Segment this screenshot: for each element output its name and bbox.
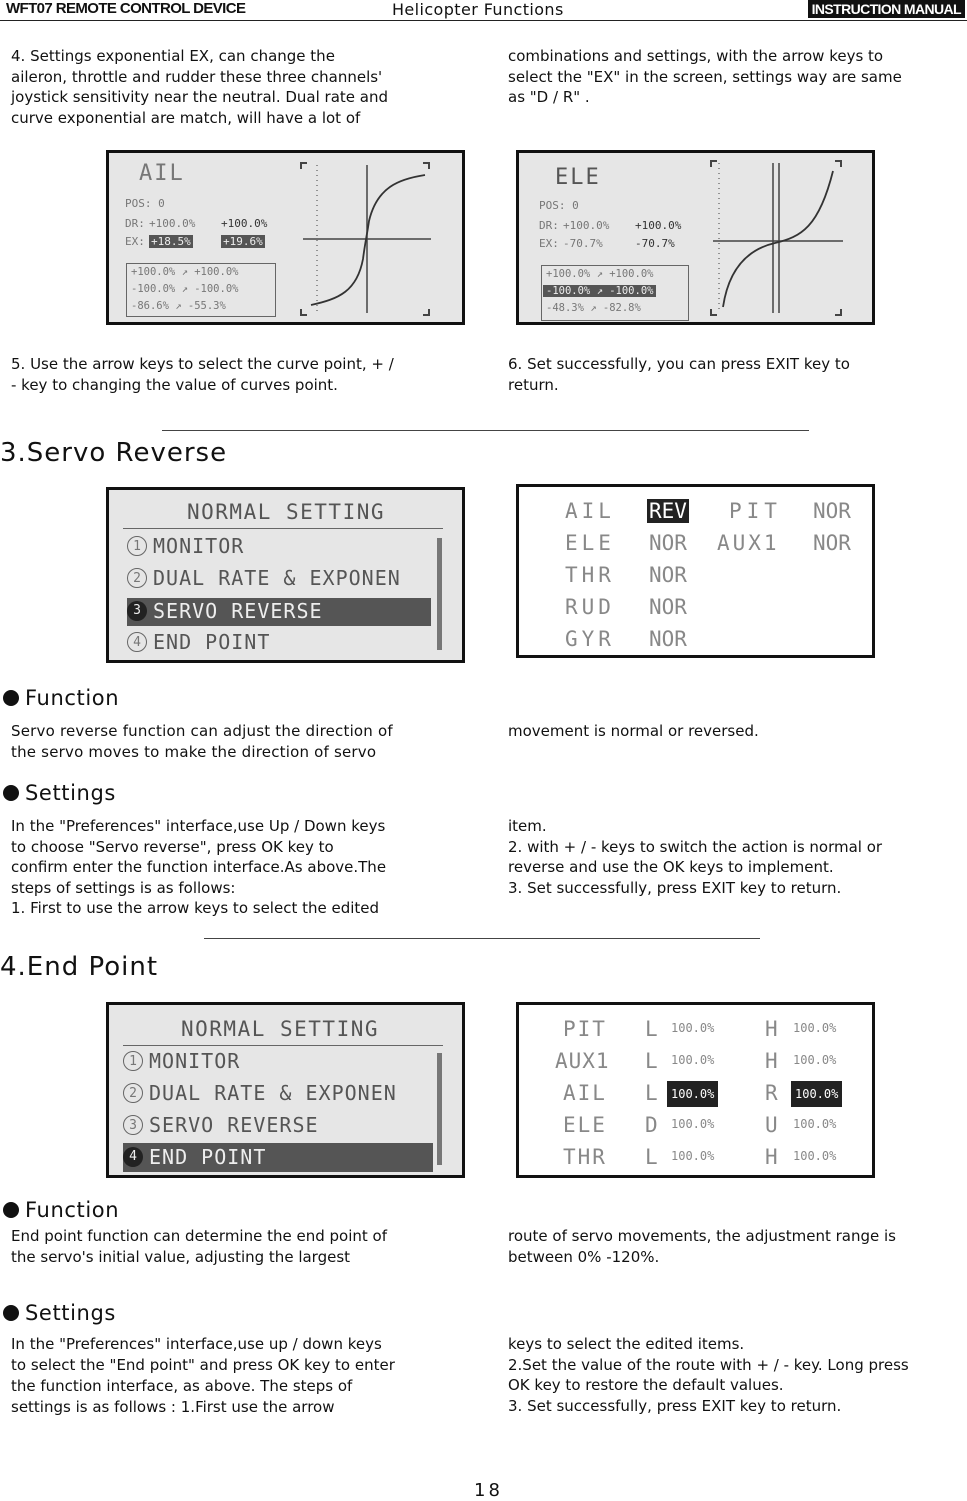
lcd-ele-dr1: +100.0% xyxy=(563,219,610,232)
header-manual-badge: INSTRUCTION MANUAL xyxy=(808,0,965,18)
channel-state-pit[interactable]: NOR xyxy=(813,499,851,523)
endpoint-low-label: D xyxy=(645,1113,658,1137)
page-number: 18 xyxy=(474,1480,503,1501)
channel-name-pit: PIT xyxy=(729,499,782,523)
endpoint-high-value[interactable]: 100.0% xyxy=(793,1117,837,1131)
servo-function-right: movement is normal or reversed. xyxy=(508,722,759,740)
menu-number-icon: 4 xyxy=(123,1147,143,1167)
menu-number-icon: 1 xyxy=(127,536,147,556)
menu-item-label: END POINT xyxy=(149,1145,267,1169)
menu-item-label: MONITOR xyxy=(153,534,245,558)
menu-number-icon: 2 xyxy=(127,568,147,588)
bullet-icon xyxy=(3,785,19,801)
endpoint-low-label: L xyxy=(645,1049,658,1073)
exp-step4-right: combinations and settings, with the arrow keys to select the "EX" in the screen, settings way are same as "D / R" . xyxy=(508,47,902,106)
lcd-ele-dr2: +100.0% xyxy=(635,219,682,232)
header-section-title: Helicopter Functions xyxy=(392,0,564,19)
lcd-ele-exponential xyxy=(516,150,875,325)
lcd-servo-channels xyxy=(516,484,875,658)
channel-name-gyr: GYR xyxy=(565,627,615,651)
lcd-ele-point2: -100.0% ↗ -100.0% xyxy=(543,285,656,297)
menu-item-label: END POINT xyxy=(153,630,271,654)
channel-state-gyr[interactable]: NOR xyxy=(649,627,687,651)
channel-state-aux1[interactable]: NOR xyxy=(813,531,851,555)
lcd-ele-ex1: -70.7% xyxy=(563,237,603,250)
servo-function-heading: Function xyxy=(0,686,119,710)
section-divider-endpoint xyxy=(204,938,760,939)
endpoint-high-value[interactable]: 100.0% xyxy=(793,1021,837,1035)
endpoint-settings-left: In the "Preferences" interface,use up / down keys to select the "End point" and press OK key to enter the function interface, as above. The steps of settings is as follows : 1.First use the arrow xyxy=(11,1335,395,1416)
lcd-ele-ex2: -70.7% xyxy=(635,237,675,250)
lcd-ail-ex1: +18.5% xyxy=(151,235,191,248)
channel-name-rud: RUD xyxy=(565,595,615,619)
servo-menu-item-end-point[interactable] xyxy=(127,630,431,658)
endpoint-high-label: H xyxy=(765,1145,778,1169)
lcd-ail-dr-label: DR: xyxy=(125,217,145,230)
bullet-icon xyxy=(3,690,19,706)
endpoint-low-value[interactable]: 100.0% xyxy=(671,1117,715,1131)
endpoint-menu-item-end-point-selected[interactable] xyxy=(123,1143,433,1172)
lcd-ele-ex-label: EX: xyxy=(539,237,559,250)
menu-number-icon: 2 xyxy=(123,1083,143,1103)
endpoint-low-value[interactable]: 100.0% xyxy=(671,1021,715,1035)
servo-menu-title: NORMAL SETTING xyxy=(187,500,386,524)
lcd-ail-ex-label: EX: xyxy=(125,235,145,248)
endpoint-function-right: route of servo movements, the adjustment range is between 0% -120%. xyxy=(508,1227,896,1266)
menu-item-label: DUAL RATE & EXPONEN xyxy=(153,566,401,590)
servo-function-left: Servo reverse function can adjust the direction of the servo moves to make the direction of servo xyxy=(11,722,393,761)
menu-item-label: DUAL RATE & EXPONEN xyxy=(149,1081,397,1105)
menu-item-label: SERVO REVERSE xyxy=(149,1113,319,1137)
menu-number-icon: 1 xyxy=(123,1051,143,1071)
endpoint-menu-item-monitor[interactable] xyxy=(123,1049,433,1077)
servo-reverse-title: 3.Servo Reverse xyxy=(0,438,228,468)
endpoint-name-aux1: AUX1 xyxy=(555,1049,610,1073)
lcd-ele-dr-label: DR: xyxy=(539,219,559,232)
endpoint-low-value-selected[interactable]: 100.0% xyxy=(667,1081,718,1107)
bullet-icon xyxy=(3,1202,19,1218)
channel-state-ail[interactable]: REV xyxy=(649,499,687,523)
end-point-title: 4.End Point xyxy=(0,952,159,982)
endpoint-low-value[interactable]: 100.0% xyxy=(671,1149,715,1163)
channel-name-aux1: AUX1 xyxy=(717,531,780,555)
endpoint-low-value[interactable]: 100.0% xyxy=(671,1053,715,1067)
lcd-endpoint-values xyxy=(516,1002,875,1178)
menu-number-icon: 3 xyxy=(127,601,147,621)
channel-name-thr: THR xyxy=(565,563,615,587)
servo-menu-scrollbar[interactable] xyxy=(437,538,442,650)
header-device-name: WFT07 REMOTE CONTROL DEVICE xyxy=(6,0,246,17)
servo-settings-right: item. 2. with + / - keys to switch the action is normal or reverse and use the OK keys to implement. 3. Set successfully, press EXIT key to return. xyxy=(508,817,883,897)
endpoint-function-heading: Function xyxy=(0,1198,119,1222)
lcd-ail-curve-graph xyxy=(299,159,439,319)
endpoint-menu-item-dual-rate[interactable] xyxy=(123,1081,433,1109)
endpoint-high-label: R xyxy=(765,1081,778,1105)
lcd-ail-title: AIL xyxy=(139,161,185,186)
endpoint-menu-title: NORMAL SETTING xyxy=(181,1017,380,1041)
endpoint-function-left: End point function can determine the end point of the servo's initial value, adjusting the largest xyxy=(11,1227,387,1266)
endpoint-settings-right: keys to select the edited items. 2.Set the value of the route with + / - key. Long press OK key to restore the default values. 3. Set successfully, press EXIT key to return. xyxy=(508,1335,909,1415)
header-divider xyxy=(0,20,967,21)
endpoint-menu-scrollbar[interactable] xyxy=(437,1053,442,1165)
servo-menu-item-servo-reverse-selected[interactable] xyxy=(127,598,431,626)
endpoint-low-label: L xyxy=(645,1017,658,1041)
endpoint-name-ele: ELE xyxy=(563,1113,607,1137)
channel-name-ail: AIL xyxy=(565,499,615,523)
endpoint-menu-title-rule xyxy=(123,1045,443,1046)
servo-settings-left: In the "Preferences" interface,use Up / Down keys to choose "Servo reverse", press OK key to confirm enter the function interface.As above.The steps of settings is as follows: 1. First to use the arrow keys to select the edited xyxy=(11,817,387,917)
channel-state-thr[interactable]: NOR xyxy=(649,563,687,587)
endpoint-name-thr: THR xyxy=(563,1145,607,1169)
lcd-ele-point3: -48.3% ↗ -82.8% xyxy=(546,302,641,314)
exp-step6: 6. Set successfully, you can press EXIT key to return. xyxy=(508,355,850,394)
lcd-servo-menu xyxy=(106,487,465,663)
lcd-ail-exponential xyxy=(106,150,465,325)
endpoint-low-label: L xyxy=(645,1081,658,1105)
exp-step5: 5. Use the arrow keys to select the curve point, + / - key to changing the value of curves point. xyxy=(11,355,394,394)
servo-menu-item-dual-rate[interactable] xyxy=(127,566,431,594)
servo-menu-item-monitor[interactable] xyxy=(127,534,431,562)
channel-name-ele: ELE xyxy=(565,531,615,555)
exp-step4-left: 4. Settings exponential EX, can change the aileron, throttle and rudder these three channels' joystick sensitivity near the neutral. Dual rate and curve exponential are match, will have a lot of xyxy=(11,47,389,127)
lcd-ail-dr1: +100.0% xyxy=(149,217,196,230)
endpoint-menu-item-servo-reverse[interactable] xyxy=(123,1113,433,1141)
endpoint-high-label: H xyxy=(765,1049,778,1073)
lcd-ail-point2: -100.0% ↗ -100.0% xyxy=(131,283,239,295)
bullet-icon xyxy=(3,1305,19,1321)
lcd-ele-curve-graph xyxy=(709,157,854,317)
channel-state-ele[interactable]: NOR xyxy=(649,531,687,555)
servo-menu-title-rule xyxy=(123,528,443,529)
menu-number-icon: 3 xyxy=(123,1115,143,1135)
endpoint-high-label: U xyxy=(765,1113,778,1137)
endpoint-name-ail: AIL xyxy=(563,1081,607,1105)
lcd-ele-title: ELE xyxy=(555,165,601,190)
endpoint-high-value[interactable]: 100.0% xyxy=(793,1053,837,1067)
menu-number-icon: 4 xyxy=(127,632,147,652)
endpoint-high-value[interactable]: 100.0% xyxy=(793,1149,837,1163)
channel-state-rud[interactable]: NOR xyxy=(649,595,687,619)
endpoint-settings-heading: Settings xyxy=(0,1301,116,1325)
servo-settings-heading: Settings xyxy=(0,781,116,805)
endpoint-low-label: L xyxy=(645,1145,658,1169)
lcd-ail-point1: +100.0% ↗ +100.0% xyxy=(131,266,239,278)
lcd-ail-pos: POS: 0 xyxy=(125,197,165,210)
menu-item-label: MONITOR xyxy=(149,1049,241,1073)
lcd-ele-point1: +100.0% ↗ +100.0% xyxy=(546,268,654,280)
endpoint-high-label: H xyxy=(765,1017,778,1041)
lcd-ail-point3: -86.6% ↗ -55.3% xyxy=(131,300,226,312)
lcd-ele-pos: POS: 0 xyxy=(539,199,579,212)
menu-item-label: SERVO REVERSE xyxy=(153,599,323,623)
section-divider-servo xyxy=(162,430,809,431)
endpoint-high-value-selected[interactable]: 100.0% xyxy=(791,1081,842,1107)
lcd-ail-ex2: +19.6% xyxy=(223,235,263,248)
lcd-ail-dr2: +100.0% xyxy=(221,217,268,230)
endpoint-name-pit: PIT xyxy=(563,1017,607,1041)
lcd-endpoint-menu xyxy=(106,1002,465,1178)
